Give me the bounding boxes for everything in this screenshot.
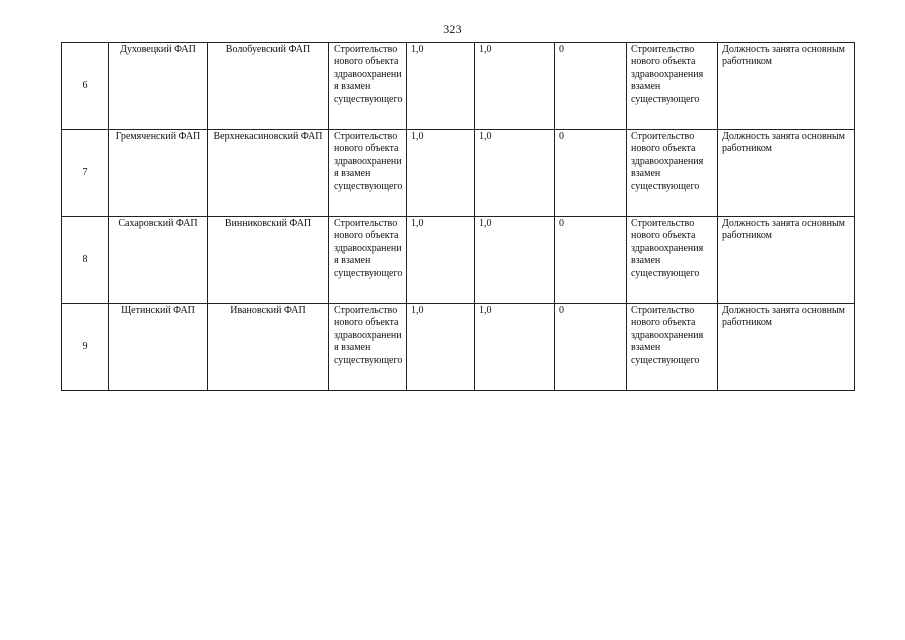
value3-cell: 0 [555,304,627,391]
row-number: 7 [62,130,109,217]
value1-cell: 1,0 [407,217,475,304]
fap-table [61,42,855,391]
row-number: 6 [62,43,109,130]
value2-cell: 1,0 [475,43,555,130]
fap-name-cell: Сахаровский ФАП [109,217,208,304]
result-cell: Строительство нового объекта здравоохранения взамен существующего [627,43,718,130]
value1-cell: 1,0 [407,304,475,391]
value3-cell: 0 [555,43,627,130]
note-cell: Должность занята основным работником [718,304,855,391]
page-number: 323 [443,22,462,36]
result-cell: Строительство нового объекта здравоохранения взамен существующего [627,217,718,304]
action-cell: Строительство нового объекта здравоохранения взамен существующего [329,130,407,217]
value1-cell: 1,0 [407,43,475,130]
value2-cell: 1,0 [475,217,555,304]
replaced-fap-cell: Верхнекасиновский ФАП [208,130,329,217]
action-cell: Строительство нового объекта здравоохранения взамен существующего [329,304,407,391]
note-cell: Должность занята основным работником [718,217,855,304]
fap-name-cell: Духовецкий ФАП [109,43,208,130]
action-cell: Строительство нового объекта здравоохранения взамен существующего [329,43,407,130]
result-cell: Строительство нового объекта здравоохранения взамен существующего [627,130,718,217]
note-cell: Должность занята основным работником [718,43,855,130]
table-row [62,130,855,217]
fap-name-cell: Гремяченский ФАП [109,130,208,217]
fap-name-cell: Щетинский ФАП [109,304,208,391]
row-number: 8 [62,217,109,304]
value1-cell: 1,0 [407,130,475,217]
value3-cell: 0 [555,130,627,217]
replaced-fap-cell: Ивановский ФАП [208,304,329,391]
replaced-fap-cell: Волобуевский ФАП [208,43,329,130]
table-row [62,304,855,391]
result-cell: Строительство нового объекта здравоохранения взамен существующего [627,304,718,391]
row-number: 9 [62,304,109,391]
value2-cell: 1,0 [475,130,555,217]
table-row [62,217,855,304]
table-row [62,43,855,130]
value2-cell: 1,0 [475,304,555,391]
value3-cell: 0 [555,217,627,304]
action-cell: Строительство нового объекта здравоохранения взамен существующего [329,217,407,304]
replaced-fap-cell: Винниковский ФАП [208,217,329,304]
note-cell: Должность занята основным работником [718,130,855,217]
